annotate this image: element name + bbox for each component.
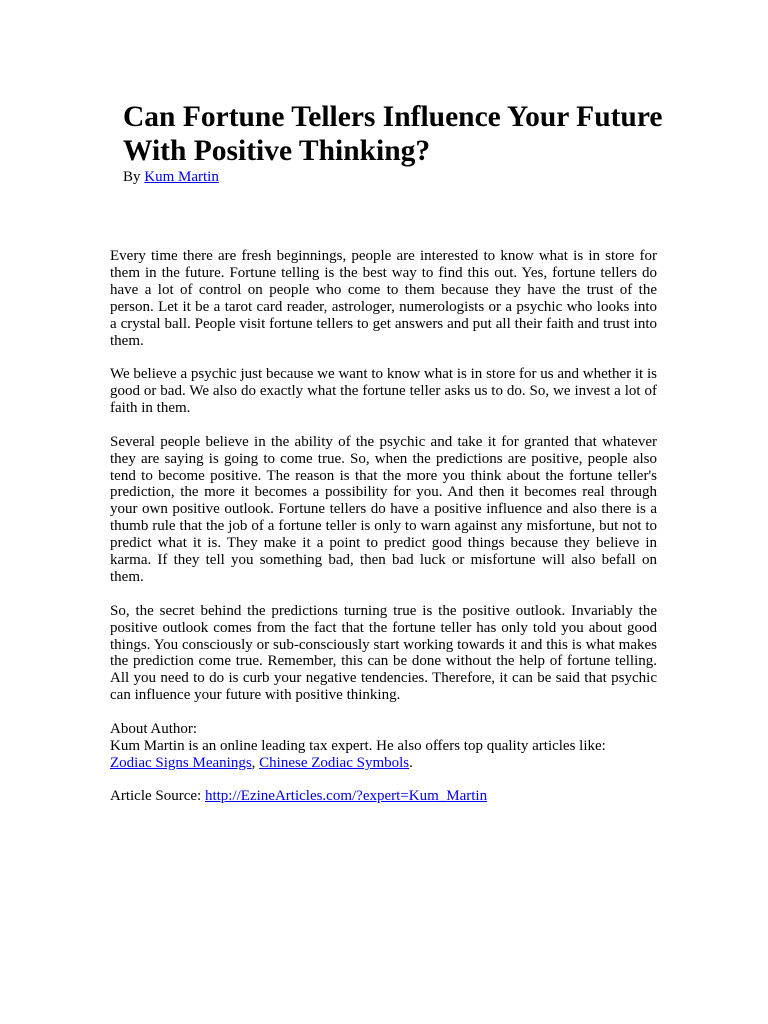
article-body — [110, 248, 657, 805]
spacer — [110, 772, 657, 789]
related-links — [110, 755, 657, 772]
source-link[interactable]: http://EzineArticles.com/?expert=Kum_Martin — [204, 788, 488, 805]
author-link[interactable]: Kum Martin — [144, 169, 219, 185]
source-label: Article Source: — [110, 788, 205, 805]
title-block — [123, 100, 683, 186]
about-author-heading: About Author: — [110, 720, 198, 737]
links-end: . — [409, 754, 413, 771]
byline — [123, 168, 683, 186]
article-title: Can Fortune Tellers Influence Your Future With Positive Thinking? — [123, 101, 663, 167]
about-author-text: Kum Martin is an online leading tax expert. He also offers top quality articles like: — [110, 737, 606, 754]
zodiac-signs-link[interactable]: Zodiac Signs Meanings — [110, 754, 252, 771]
article-source — [110, 788, 657, 805]
paragraph-3: Several people believe in the ability of the psychic and take it for granted that whatever they are saying is going to come true. So, when the predictions are positive, people also tend to become positive. The reason is that the more you think about the fortune teller's prediction, the more it becomes a possibility for you. And then it becomes real through your own positive outlook. Fortune tellers do have a positive influence and also there is a thumb rule that the job of a fortune teller is only to warn against any misfortune, but not to predict what it is. They make it a point to predict good things because they believe in karma. If they tell you something bad, then bad luck or misfortune will also befall on them. — [110, 433, 657, 585]
paragraph-2: We believe a psychic just because we want to know what is in store for us and whether it is good or bad. We also do exactly what the fortune teller asks us to do. So, we invest a lot of faith in them. — [110, 366, 657, 417]
chinese-zodiac-link[interactable]: Chinese Zodiac Symbols — [259, 754, 410, 771]
byline-prefix: By — [123, 169, 145, 185]
link-separator: , — [251, 754, 260, 771]
paragraph-4: So, the secret behind the predictions turning true is the positive outlook. Invariably the positive outlook comes from the fact that the fortune teller has only told you about good things. You consciously or sub-consciously start working towards it and this is what makes the prediction come true. Remember, this can be done without the help of fortune telling. All you need to do is curb your negative tendencies. Therefore, it can be said that psychic can influence your future with positive thinking. — [110, 602, 657, 704]
paragraph-1: Every time there are fresh beginnings, people are interested to know what is in store for them in the future. Fortune telling is the best way to find this out. Yes, fortune tellers do have a lot of control on people who come to them because they have the trust of the person. Let it be a tarot card reader, astrologer, numerologists or a psychic who looks into a crystal ball. People visit fortune tellers to get answers and put all their faith and trust into them. — [110, 248, 657, 349]
